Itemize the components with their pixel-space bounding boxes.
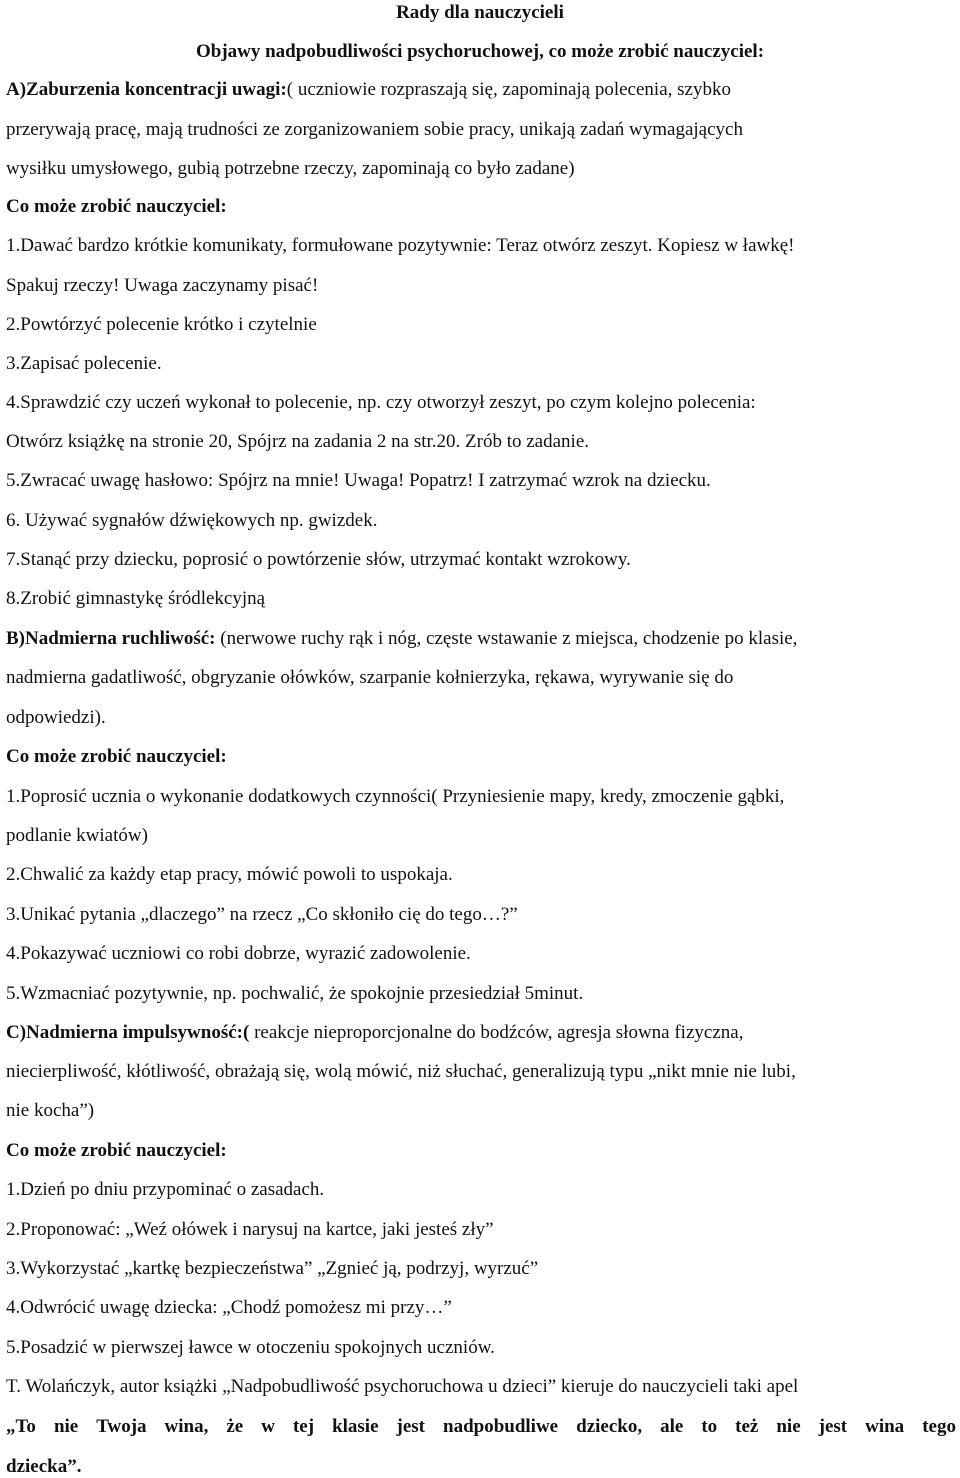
section-c-item: 3.Wykorzystać „kartkę bezpieczeństwa” „Zgnieć ją, podrzyj, wyrzuć” — [6, 1258, 539, 1279]
section-c-desc-1: reakcje nieproporcjonalne do bodźców, agresja słowna fizyczna, — [249, 1022, 744, 1043]
section-c-desc-3: nie kocha”) — [6, 1100, 95, 1121]
quote-word: Twoja — [96, 1416, 147, 1437]
quote-word: klasie — [332, 1416, 379, 1437]
section-b-desc-3: odpowiedzi). — [6, 707, 106, 728]
quote-word: dziecko, — [576, 1416, 643, 1437]
section-b-heading: B)Nadmierna ruchliwość: — [6, 628, 216, 649]
section-a-item: 8.Zrobić gimnastykę śródlekcyjną — [6, 588, 266, 609]
quote-word: w — [261, 1416, 275, 1437]
section-b-co-moze: Co może zrobić nauczyciel: — [6, 746, 227, 767]
quote-word: nadpobudliwe — [443, 1416, 559, 1437]
section-a-desc-2: przerywają pracę, mają trudności ze zorganizowaniem sobie pracy, unikają zadań wymagających — [6, 119, 743, 140]
section-b-item: 5.Wzmacniać pozytywnie, np. pochwalić, że spokojnie przesiedział 5minut. — [6, 983, 584, 1004]
section-a-desc-3: wysiłku umysłowego, gubią potrzebne rzeczy, zapominają co było zadane) — [6, 158, 575, 179]
section-c-item: 2.Proponować: „Weź ołówek i narysuj na kartce, jaki jesteś zły” — [6, 1219, 494, 1240]
quote-word: „To — [6, 1416, 36, 1437]
closing-quote-end: dziecka”. — [6, 1456, 82, 1477]
section-a-co-moze: Co może zrobić nauczyciel: — [6, 196, 227, 217]
section-a-item: 2.Powtórzyć polecenie krótko i czytelnie — [6, 314, 317, 335]
section-b-intro — [6, 628, 956, 650]
section-c-item: 4.Odwrócić uwagę dziecka: „Chodź pomożesz mi przy…” — [6, 1297, 452, 1318]
document-subtitle: Objawy nadpobudliwości psychoruchowej, co może zrobić nauczyciel: — [195, 41, 765, 62]
section-b-item: 1.Poprosić ucznia o wykonanie dodatkowych czynności( Przyniesienie mapy, kredy, zmoczenie gąbki, — [6, 786, 785, 807]
section-c-item: 1.Dzień po dniu przypominać o zasadach. — [6, 1179, 325, 1200]
section-a-item: 6. Używać sygnałów dźwiękowych np. gwizdek. — [6, 510, 378, 531]
quote-word: ale — [660, 1416, 684, 1437]
section-b-desc-1: (nerwowe ruchy rąk i nóg, częste wstawanie z miejsca, chodzenie po klasie, — [215, 628, 798, 649]
section-b-item: 3.Unikać pytania „dlaczego” na rzecz „Co skłoniło cię do tego…?” — [6, 904, 518, 925]
section-a-desc-1: ( uczniowie rozpraszają się, zapominają polecenia, szybko — [286, 79, 731, 100]
quote-word: nie — [53, 1416, 79, 1437]
section-b-item: 2.Chwalić za każdy etap pracy, mówić powoli to uspokaja. — [6, 864, 453, 885]
section-a-item: Otwórz książkę na stronie 20, Spójrz na zadania 2 na str.20. Zrób to zadanie. — [6, 431, 590, 452]
quote-word: że — [226, 1416, 244, 1437]
section-c-intro — [6, 1022, 956, 1044]
closing-line: T. Wolańczyk, autor książki „Nadpobudliwość psychoruchowa u dzieci” kieruje do nauczycieli taki apel — [6, 1376, 799, 1397]
document-title: Rady dla nauczycieli — [396, 2, 564, 23]
section-a-item: Spakuj rzeczy! Uwaga zaczynamy pisać! — [6, 275, 319, 296]
section-b-item: 4.Pokazywać uczniowi co robi dobrze, wyrazić zadowolenie. — [6, 943, 471, 964]
closing-quote — [6, 1416, 956, 1438]
section-c-desc-2: niecierpliwość, kłótliwość, obrażają się, wolą mówić, niż słuchać, generalizują typu „nikt mnie nie lubi, — [6, 1061, 796, 1082]
section-c-item: 5.Posadzić w pierwszej ławce w otoczeniu spokojnych uczniów. — [6, 1337, 495, 1358]
section-a-intro — [6, 79, 956, 101]
section-a-item: 4.Sprawdzić czy uczeń wykonał to polecenie, np. czy otworzył zeszyt, po czym kolejno polecenia: — [6, 392, 756, 413]
quote-word: wina — [865, 1416, 905, 1437]
section-a-heading: A)Zaburzenia koncentracji uwagi: — [6, 79, 287, 100]
quote-word: też — [735, 1416, 759, 1437]
quote-word: nie — [776, 1416, 801, 1437]
quote-word: to — [701, 1416, 718, 1437]
section-a-item: 3.Zapisać polecenie. — [6, 353, 162, 374]
section-a-item: 1.Dawać bardzo krótkie komunikaty, formułowane pozytywnie: Teraz otwórz zeszyt. Kopiesz w ławkę! — [6, 235, 795, 256]
quote-word: wina, — [164, 1416, 209, 1437]
section-c-heading: C)Nadmierna impulsywność:( — [6, 1022, 250, 1043]
quote-word: tego — [922, 1416, 956, 1437]
section-a-item: 7.Stanąć przy dziecku, poprosić o powtórzenie słów, utrzymać kontakt wzrokowy. — [6, 549, 631, 570]
section-b-item: podlanie kwiatów) — [6, 825, 148, 846]
section-c-co-moze: Co może zrobić nauczyciel: — [6, 1140, 227, 1161]
section-b-desc-2: nadmierna gadatliwość, obgryzanie ołówków, szarpanie kołnierzyka, rękawa, wyrywanie się do — [6, 667, 734, 688]
quote-word: jest — [396, 1416, 425, 1437]
quote-word: jest — [818, 1416, 848, 1437]
quote-word: tej — [292, 1416, 315, 1437]
section-a-item: 5.Zwracać uwagę hasłowo: Spójrz na mnie! Uwaga! Popatrz! I zatrzymać wzrok na dziecku. — [6, 470, 711, 491]
